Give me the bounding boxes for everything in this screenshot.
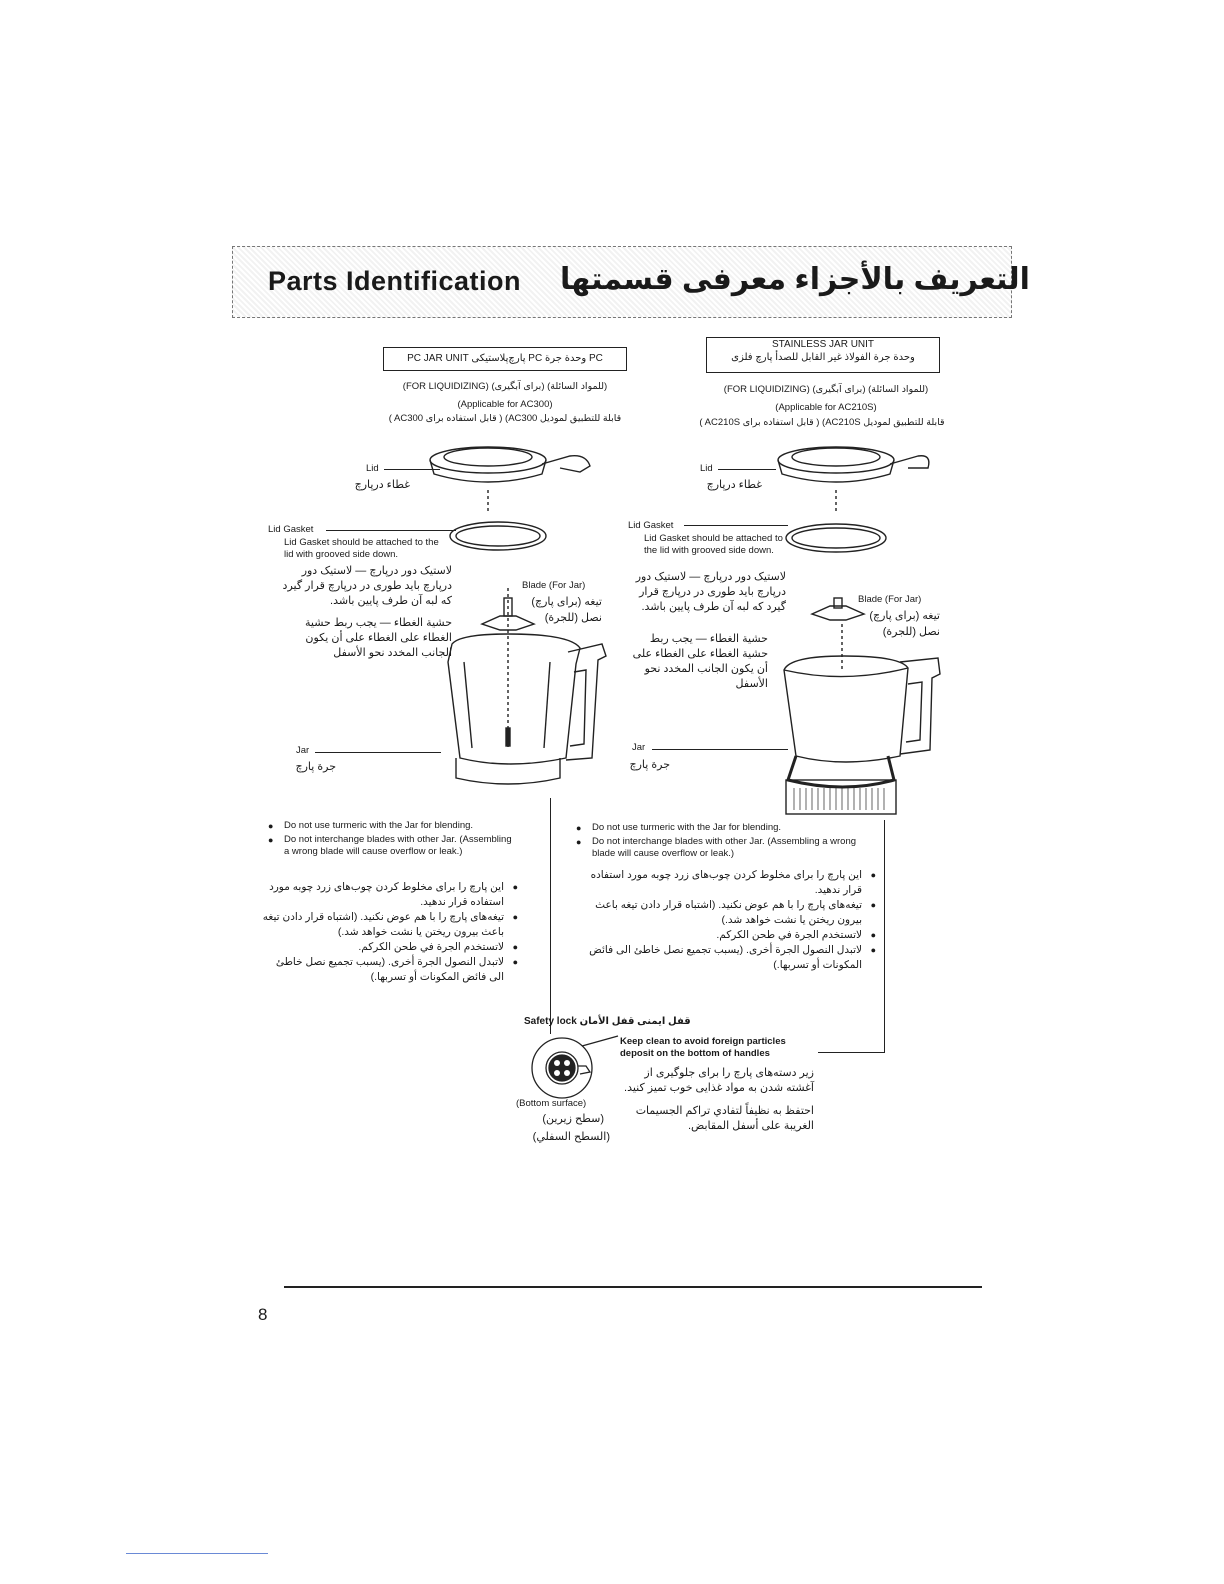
bottom-edge-mark — [126, 1553, 268, 1554]
right-notes-english — [576, 822, 878, 862]
left-blade-fa: تیغه (برای پارچ) — [531, 596, 602, 608]
left-note-fa-2: ● تیغه‌های پارچ را با هم عوض نکنید. (اشتباه قرار دادن تیغه باعث بیرون ریختن یا نشت خواهد شد.) — [262, 910, 518, 940]
bottom-surface-label: (Bottom surface) — [516, 1098, 587, 1109]
right-lid-arabic: غطاء درپارچ — [706, 479, 762, 491]
right-lid-gasket-label: Lid Gasket — [628, 520, 674, 531]
left-lid-label: Lid — [366, 463, 379, 474]
left-note-ar-1: ● لاتستخدم الجرة في طحن الكركم. — [262, 940, 518, 955]
keep-clean-note-ar: احتفظ به نظيفاً لتفادي تراكم الجسيمات الغريبة على أسفل المقابض. — [635, 1105, 814, 1132]
left-blade-ar: نصل (للجرة) — [544, 612, 602, 624]
page-title: Parts Identification — [268, 266, 522, 296]
stainless-jar-illustration — [760, 438, 960, 820]
keep-clean-note: Keep clean to avoid foreign particles deposit on the bottom of handles — [620, 1036, 786, 1059]
left-note-ar-2: ● لاتبدل النصول الجرة أخرى. (يسبب تجميع نصل خاطئ الى فائض المكونات أو تسربها.) — [262, 955, 518, 985]
right-lid-gasket-note-ar: حشية الغطاء — يجب ربط حشية الغطاء على الغطاء على أن يكون الجانب المخدد نحو الأسفل — [632, 633, 768, 690]
right-lid-gasket-note: Lid Gasket should be attached to the lid with grooved side down. — [644, 533, 783, 556]
left-note-2: ● Do not interchange blades with other Jar. (Assembling a wrong blade will cause overflow or leak.) — [268, 834, 516, 858]
right-applicable-arabic: ( AC210S قابل استفاده برای ) (AC210S قابلة للتطبيق لموديل — [699, 417, 945, 428]
left-note-fa-1: ● این پارچ را برای مخلوط کردن چوب‌های زرد چوبه مورد استفاده قرار ندهید. — [262, 880, 518, 910]
right-note-fa-2: ● تیغه‌های پارچ را با هم عوض نکنید. (اشتباه قرار دادن تیغه باعث بیرون ریختن یا نشت خواهد شد.) — [580, 898, 876, 928]
right-notes-local — [580, 868, 876, 973]
right-blade-fa: تیغه (برای پارچ) — [869, 610, 940, 622]
safety-lock-label: Safety lock قفل ایمنی قفل الأمان — [524, 1016, 691, 1027]
right-lid-label: Lid — [700, 463, 713, 474]
right-blade-ar: نصل (للجرة) — [882, 626, 940, 638]
bottom-surface-fa: (سطح زیرین) — [542, 1113, 604, 1125]
right-jar-arabic: جرة پارچ — [629, 759, 670, 771]
pc-jar-illustration — [420, 438, 620, 798]
right-note-ar-1: ● لاتستخدم الجرة في طحن الكركم. — [580, 928, 876, 943]
pc-jar-unit-label: PC JAR UNIT پارچ‌پلاستیکی PC وحدة جرة PC — [383, 347, 627, 371]
right-note-1: ● Do not use turmeric with the Jar for blending. — [576, 822, 878, 834]
left-jar-arabic: جرة پارچ — [295, 761, 336, 773]
right-jar-label: Jar — [632, 742, 646, 753]
left-lid-arabic: غطاء درپارچ — [354, 479, 410, 491]
right-liquidizing: (FOR LIQUIDIZING) (برای آبگیری) (للمواد السائلة) — [723, 384, 929, 395]
left-notes-local — [262, 880, 518, 985]
left-lid-gasket-note-ar: حشية الغطاء — يجب ربط حشية الغطاء على الغطاء على أن يكون الجانب المخدد نحو الأسفل — [305, 617, 452, 659]
right-blade-label: Blade (For Jar) — [858, 594, 922, 605]
page-title-arabic: التعريف بالأجزاء معرفی قسمتها — [560, 263, 1030, 296]
left-lid-gasket-note-fa: لاستیک دور درپارچ — لاستیک دور درپارچ باید طوری در درپارچ قرار گیرد که لبه آن طرف پایین باشد. — [282, 565, 452, 607]
footer-rule — [284, 1286, 982, 1288]
left-note-1: ● Do not use turmeric with the Jar for blending. — [268, 820, 516, 832]
stainless-jar-unit-title: STAINLESS JAR UNIT — [771, 339, 875, 350]
left-applicable-arabic: ( AC300 قابل استفاده برای ) (AC300 قابلة للتطبيق لموديل — [388, 413, 622, 424]
right-lid-gasket-note-fa: لاستیک دور درپارچ — لاستیک دور درپارچ باید طوری در درپارچ قرار گیرد که لبه آن طرف پایین باشد. — [635, 571, 786, 613]
bottom-surface-illustration — [520, 1032, 630, 1102]
left-lid-gasket-note: Lid Gasket should be attached to the lid with grooved side down. — [284, 537, 439, 560]
left-blade-label: Blade (For Jar) — [522, 580, 586, 591]
right-note-fa-1: ● این پارچ را برای مخلوط کردن چوب‌های زرد چوبه مورد استفاده قرار ندهید. — [580, 868, 876, 898]
right-note-2: ● Do not interchange blades with other Jar. (Assembling a wrong blade will cause overflow or leak.) — [576, 836, 878, 860]
keep-clean-note-fa: زیر دسته‌های پارچ را برای جلوگیری از آغشته شدن به مواد غذایی خوب تمیز کنید. — [624, 1067, 814, 1094]
stainless-jar-unit-label — [706, 337, 940, 373]
left-jar-label: Jar — [296, 745, 310, 756]
left-liquidizing: (FOR LIQUIDIZING) (برای آبگیری) (للمواد السائلة) — [402, 381, 608, 392]
stainless-jar-unit-subtitle: وحدة جرة الفولاذ غير القابل للصدأ پارچ فلزی — [731, 352, 915, 363]
left-lid-gasket-label: Lid Gasket — [268, 524, 314, 535]
bottom-surface-ar: (السطح السفلي) — [532, 1131, 610, 1143]
page-number: 8 — [258, 1305, 268, 1324]
right-applicable: (Applicable for AC210S) — [775, 402, 877, 413]
right-note-ar-2: ● لاتبدل النصول الجرة أخرى. (يسبب تجميع نصل خاطئ الى فائض المكونات أو تسربها.) — [580, 943, 876, 973]
left-notes-english — [268, 820, 516, 860]
left-applicable: (Applicable for AC300) — [457, 399, 553, 410]
